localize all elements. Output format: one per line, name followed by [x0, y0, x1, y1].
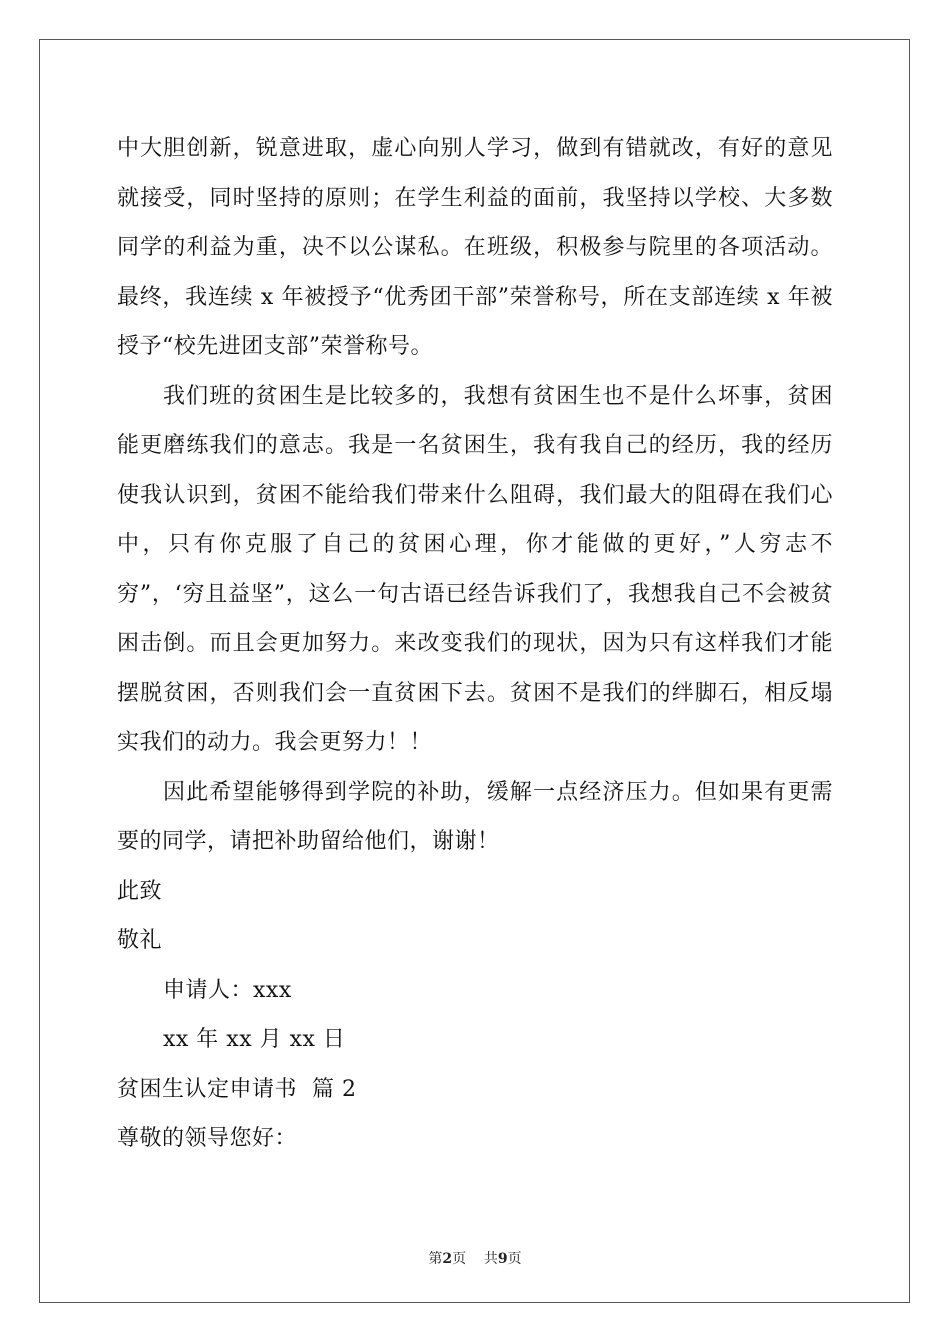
date-line: xx 年 xx 月 xx 日	[163, 1027, 346, 1052]
footer-suffix: 页	[507, 1251, 522, 1267]
footer-current-page: 2	[442, 1251, 453, 1267]
footer-mid: 页 共	[452, 1251, 498, 1267]
paragraph-2: 我们班的贫困生是比较多的，我想有贫困生也不是什么坏事，贫困能更磨练我们的意志。我是一名贫困生，我有我自己的经历，我的经历使我认识到，贫困不能给我们带来什么阻碍，我们最大的阻碍在我们心中，只有你克服了自己的贫困心理，你才能做的更好，”人穷志不穷”，‘穷且益坚”，这么一句古语已经告诉我们了，我想我自己不会被贫困击倒。而且会更加努力。来改变我们的现状，因为只有这样我们才能摆脱贫困，否则我们会一直贫困下去。贫困不是我们的绊脚石，相反塌实我们的动力。我会更努力！！	[117, 383, 833, 755]
page-footer	[0, 1248, 950, 1268]
paragraph-3: 因此希望能够得到学院的补助，缓解一点经济压力。但如果有更需要的同学，请把补助留给他们，谢谢！	[117, 779, 833, 854]
document-body	[117, 124, 833, 1164]
closing-line-1: 此致	[117, 878, 163, 904]
salutation-line: 尊敬的领导您好：	[117, 1126, 298, 1151]
footer-total-pages: 9	[497, 1251, 508, 1267]
footer-prefix: 第	[428, 1251, 443, 1267]
closing-line-2: 敬礼	[117, 928, 163, 953]
applicant-line: 申请人：xxx	[163, 977, 292, 1003]
section-title: 贫困生认定申请书 篇 2	[117, 1076, 357, 1102]
paragraph-1: 中大胆创新，锐意进取，虚心向别人学习，做到有错就改，有好的意见就接受，同时坚持的原则；在学生利益的面前，我坚持以学校、大多数同学的利益为重，决不以公谋私。在班级，积极参与院里的各项活动。最终，我连续 x 年被授予“优秀团干部”荣誉称号，所在支部连续 x 年被授予“校先进团支部”荣誉称号。	[117, 136, 833, 359]
